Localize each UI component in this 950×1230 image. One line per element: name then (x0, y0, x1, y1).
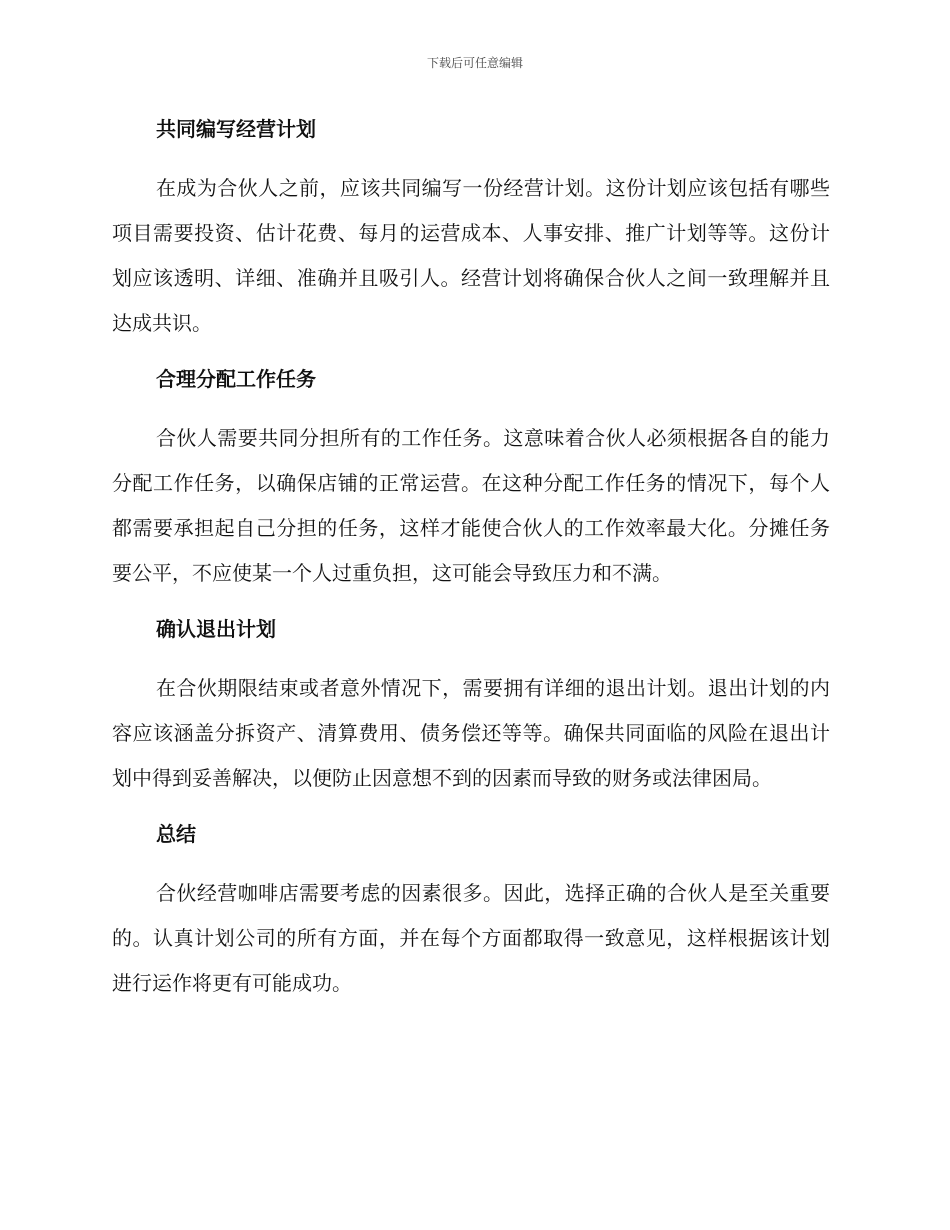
section-exit-plan (112, 612, 830, 801)
document-body (112, 112, 830, 1006)
section-heading: 共同编写经营计划 (156, 117, 316, 141)
section-paragraph: 合伙经营咖啡店需要考虑的因素很多。因此，选择正确的合伙人是至关重要的。认真计划公司的所有方面，并在每个方面都取得一致意见，这样根据该计划进行运作将更有可能成功。 (112, 881, 830, 995)
section-task-allocation (112, 362, 830, 596)
section-summary (112, 817, 830, 1006)
section-heading: 合理分配工作任务 (156, 367, 316, 391)
section-business-plan (112, 112, 830, 346)
section-paragraph: 在成为合伙人之前，应该共同编写一份经营计划。这份计划应该包括有哪些项目需要投资、估计花费、每月的运营成本、人事安排、推广计划等等。这份计划应该透明、详细、准确并且吸引人。经营计划将确保合伙人之间一致理解并且达成共识。 (112, 176, 830, 335)
page-header: 下载后可任意编辑 (426, 56, 523, 70)
section-heading: 总结 (156, 822, 196, 846)
section-paragraph: 合伙人需要共同分担所有的工作任务。这意味着合伙人必须根据各自的能力分配工作任务，以确保店铺的正常运营。在这种分配工作任务的情况下，每个人都需要承担起自己分担的任务，这样才能使合伙人的工作效率最大化。分摊任务要公平，不应使某一个人过重负担，这可能会导致压力和不满。 (112, 426, 830, 585)
section-heading: 确认退出计划 (156, 617, 276, 641)
section-paragraph: 在合伙期限结束或者意外情况下，需要拥有详细的退出计划。退出计划的内容应该涵盖分拆资产、清算费用、债务偿还等等。确保共同面临的风险在退出计划中得到妥善解决，以便防止因意想不到的因素而导致的财务或法律困局。 (112, 676, 830, 790)
